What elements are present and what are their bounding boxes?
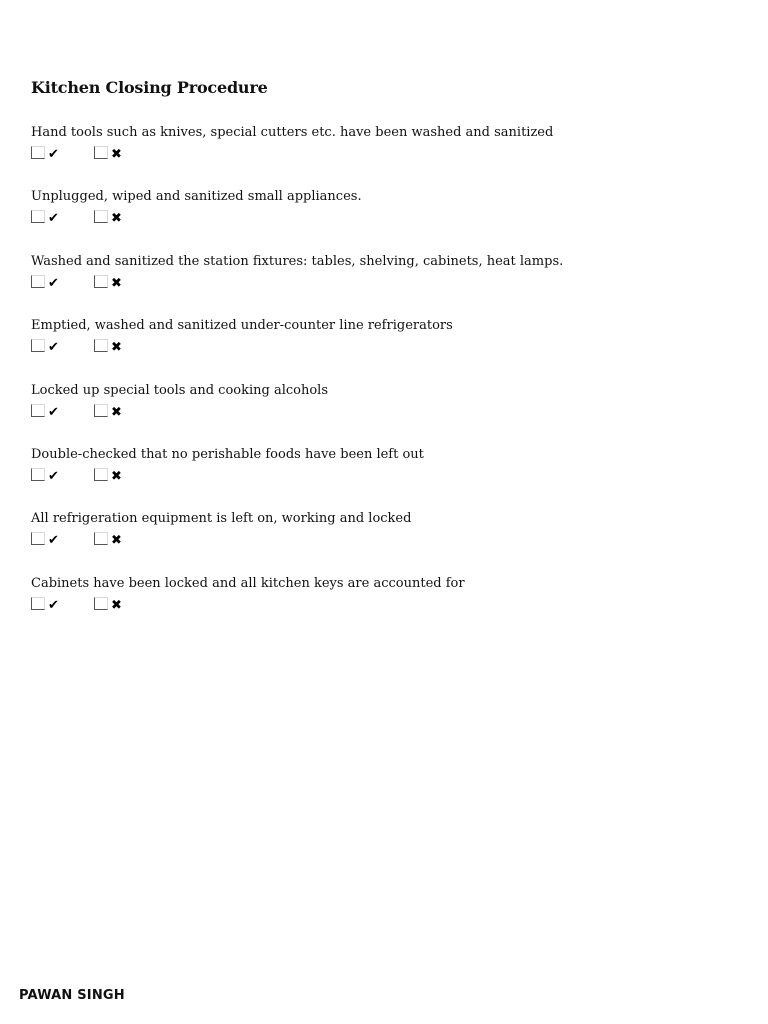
checklist-item (31, 253, 751, 317)
no-checkbox[interactable] (94, 210, 108, 223)
checklist-item-text: Cabinets have been locked and all kitchen keys are accounted for (31, 575, 465, 591)
cross-mark-icon: ✖ (111, 597, 122, 613)
checklist-item (31, 575, 751, 639)
check-mark-icon: ✔ (48, 597, 59, 613)
no-option[interactable] (94, 210, 122, 227)
cross-mark-icon: ✖ (111, 340, 122, 356)
yes-option[interactable] (31, 532, 59, 549)
yes-option[interactable] (31, 404, 59, 420)
no-checkbox[interactable] (94, 339, 108, 352)
page-title: Kitchen Closing Procedure (31, 78, 268, 97)
answer-options (31, 339, 751, 359)
answer-options (31, 210, 751, 230)
answer-options (31, 597, 751, 617)
checklist-item-text: All refrigeration equipment is left on, working and locked (31, 511, 412, 527)
no-checkbox[interactable] (94, 146, 108, 159)
checklist-item-text: Unplugged, wiped and sanitized small appliances. (31, 189, 362, 205)
answer-options (31, 275, 751, 295)
checklist-item (31, 382, 751, 446)
author-name: PAWAN SINGH (19, 988, 125, 1003)
no-checkbox[interactable] (94, 275, 108, 288)
yes-option[interactable] (31, 275, 59, 291)
check-mark-icon: ✔ (48, 533, 59, 549)
check-mark-icon: ✔ (48, 211, 59, 227)
answer-options (31, 532, 751, 552)
cross-mark-icon: ✖ (111, 404, 122, 420)
checklist-item-text: Locked up special tools and cooking alcohols (31, 382, 329, 398)
cross-mark-icon: ✖ (111, 211, 122, 227)
checklist-item-text: Emptied, washed and sanitized under-counter line refrigerators (31, 318, 453, 334)
checklist (31, 124, 751, 639)
no-option[interactable] (94, 404, 122, 420)
cross-mark-icon: ✖ (111, 533, 122, 549)
yes-option[interactable] (31, 597, 59, 613)
checklist-item-text: Double-checked that no perishable foods have been left out (31, 446, 424, 462)
checklist-item (31, 510, 751, 574)
no-checkbox[interactable] (94, 404, 108, 417)
checklist-item (31, 124, 751, 188)
yes-checkbox[interactable] (31, 210, 45, 223)
cross-mark-icon: ✖ (111, 275, 122, 291)
no-option[interactable] (94, 339, 122, 356)
no-checkbox[interactable] (94, 468, 108, 481)
checklist-item (31, 317, 751, 381)
cross-mark-icon: ✖ (111, 468, 122, 484)
yes-checkbox[interactable] (31, 339, 45, 352)
checklist-item-text: Washed and sanitized the station fixtures: tables, shelving, cabinets, heat lamps. (31, 253, 564, 269)
answer-options (31, 404, 751, 424)
checklist-item-text: Hand tools such as knives, special cutters etc. have been washed and sanitized (31, 125, 554, 140)
no-option[interactable] (94, 532, 122, 549)
no-option[interactable] (94, 597, 122, 613)
yes-checkbox[interactable] (31, 468, 45, 481)
checklist-item (31, 188, 751, 252)
no-option[interactable] (94, 468, 122, 484)
answer-options (31, 468, 751, 488)
answer-options (31, 146, 751, 166)
yes-option[interactable] (31, 210, 59, 227)
yes-option[interactable] (31, 339, 59, 356)
yes-option[interactable] (31, 468, 59, 484)
yes-checkbox[interactable] (31, 532, 45, 545)
yes-checkbox[interactable] (31, 597, 45, 610)
cross-mark-icon: ✖ (111, 147, 122, 162)
check-mark-icon: ✔ (48, 147, 59, 162)
check-mark-icon: ✔ (48, 468, 59, 484)
checklist-item (31, 446, 751, 510)
check-mark-icon: ✔ (48, 275, 59, 291)
yes-option[interactable] (31, 146, 59, 162)
no-option[interactable] (94, 275, 122, 291)
yes-checkbox[interactable] (31, 146, 45, 159)
no-checkbox[interactable] (94, 597, 108, 610)
check-mark-icon: ✔ (48, 340, 59, 356)
check-mark-icon: ✔ (48, 404, 59, 420)
yes-checkbox[interactable] (31, 404, 45, 417)
yes-checkbox[interactable] (31, 275, 45, 288)
no-checkbox[interactable] (94, 532, 108, 545)
no-option[interactable] (94, 146, 122, 162)
